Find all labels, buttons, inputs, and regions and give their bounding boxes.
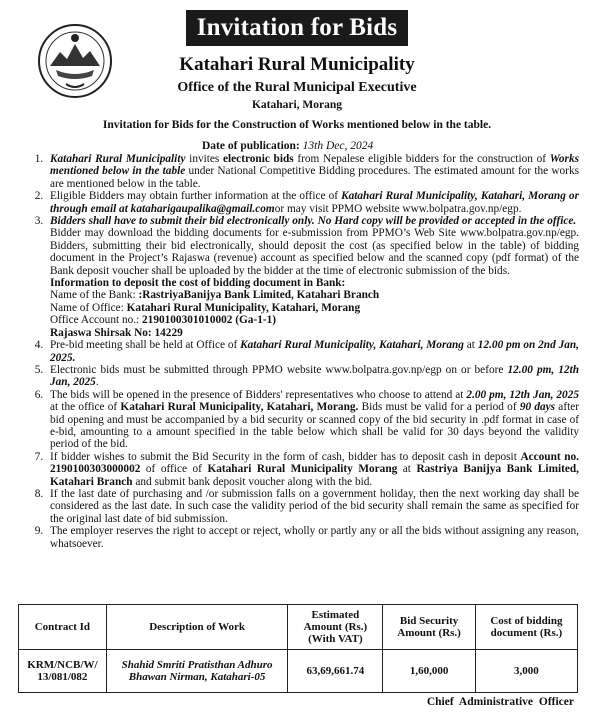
clause-text: The bids will be opened in the presence of Bidders' representatives who choose to attend at — [50, 388, 467, 401]
rajaswa-shirsak: Rajaswa Shirsak No: 14229 — [50, 326, 183, 339]
clause-text: Katahari Rural Municipality, Katahari, Morang. — [120, 401, 359, 414]
clause-text: 90 days — [519, 401, 556, 414]
signoff: Chief Administrative Officer — [426, 696, 574, 708]
clause-text: If bidder wishes to submit the Bid Security in the form of cash, bidder has to deposit cash in deposit — [50, 450, 521, 463]
bid-table — [18, 604, 578, 693]
clause-3 — [46, 215, 579, 339]
account-label: Office Account no.: — [50, 314, 143, 327]
clause-text: Bidders shall have to submit their bid electronically only. No Hard copy will be provided or accepted in the office. — [50, 215, 577, 228]
account-line — [50, 314, 579, 326]
clause-4 — [46, 339, 579, 364]
clause-text: The employer reserves the right to accept or reject, wholly or partly any or all the bids without assigning any reason, whatsoever. — [50, 525, 579, 550]
clause-text: electronic bids — [223, 153, 294, 165]
bank-info-heading: Information to deposit the cost of bidding document in Bank: — [50, 277, 346, 290]
clause-text: Works mentioned below in the table — [50, 153, 579, 178]
cell-bid-security: 1,60,000 — [383, 650, 476, 693]
clause-9 — [46, 525, 579, 550]
clause-text: 2.00 pm, 12th Jan, 2025 — [466, 388, 580, 401]
notice-body — [16, 153, 579, 550]
clause-text: Account no. 2190100303000002 — [50, 450, 580, 476]
clause-text: If the last date of purchasing and /or submission falls on a government holiday, then the next working day shall be considered as the last date. In such case the validity period of the bid security shall remain the same as specified for the original last date of bid submission. — [50, 487, 579, 525]
clause-text: Bids must be valid for a period of — [358, 401, 520, 414]
clause-text: 12.00 pm on 2nd Jan, 2025. — [50, 339, 579, 364]
publication-label: Date of publication: — [202, 140, 300, 152]
bank-info — [50, 277, 579, 339]
clause-text: Bidder may download the bidding documents for e-submission from PPMO’s Web Site www.bolpatra.gov.np/egp. Bidders, submitting their bid electronically, should deposit the cost (as specified below in the table) of bidding document in the Project’s Rajaswa (revenue) account as specified below and the scanned copy (pdf format) of the Bank deposit voucher shall be uploaded by the bidder at the time of electronic submission of the bids. — [50, 227, 579, 277]
clause-7 — [46, 451, 579, 488]
clause-text: or may visit PPMO website www.bolpatra.gov.np/egp. — [274, 202, 522, 215]
col-doc-cost: Cost of bidding document (Rs.) — [475, 605, 577, 650]
clause-text: at — [397, 463, 417, 476]
clause-text: under National Competitive Bidding procedures. The estimated amount for the works are mentioned below in the table. — [50, 165, 579, 190]
clause-text: Pre-bid meeting shall be held at Office of — [50, 339, 241, 352]
col-bid-security: Bid Security Amount (Rs.) — [383, 605, 476, 650]
cell-doc-cost: 3,000 — [475, 650, 577, 693]
clause-text: Eligible Bidders may obtain further information at the office of — [50, 190, 342, 203]
page-title: Invitation for Bids — [186, 10, 408, 46]
clause-text: Katahari Rural Municipality Morang — [207, 463, 398, 476]
publication-value: 13th Dec, 2024 — [302, 140, 374, 152]
col-description: Description of Work — [106, 605, 288, 650]
clause-5 — [46, 364, 579, 389]
location: Katahari, Morang — [251, 99, 343, 111]
clause-text: invites — [185, 153, 224, 165]
clause-list — [16, 153, 579, 550]
publication-date — [202, 140, 373, 152]
clause-8 — [46, 488, 579, 525]
bank-name-line — [50, 289, 579, 301]
clause-text: and submit bank deposit voucher along with the bid. — [132, 475, 373, 488]
clause-text: 12.00 pm, 12th Jan, 2025 — [50, 363, 579, 389]
col-estimated-amount: Estimated Amount (Rs.) (With VAT) — [288, 605, 383, 650]
clause-text: at the office of — [50, 401, 121, 414]
office-label: Name of Office: — [50, 301, 127, 314]
account-value: 2190100301010002 (Ga-1-1) — [142, 314, 277, 327]
clause-6 — [46, 389, 579, 451]
office-value: Katahari Rural Municipality, Katahari, Morang — [126, 301, 361, 314]
office-name: Office of the Rural Municipal Executive — [177, 80, 417, 95]
clause-text: Rastriya Banijya Bank Limited, Katahari Branch — [50, 463, 579, 488]
cell-description: Shahid Smriti Pratisthan Adhuro Bhawan Nirman, Katahari-05 — [106, 650, 288, 693]
bank-value: :RastriyaBanijya Bank Limited, Katahari Branch — [138, 289, 380, 302]
cell-contract-id: KRM/NCB/W/ 13/081/082 — [19, 650, 107, 693]
office-name-line — [50, 302, 579, 314]
bank-label: Name of the Bank: — [50, 289, 139, 302]
clause-2 — [46, 190, 579, 215]
municipality-name: Katahari Rural Municipality — [179, 54, 415, 75]
clause-text: from Nepalese eligible bidders for the construction of — [293, 153, 550, 165]
cell-estimated-amount: 63,69,661.74 — [288, 650, 383, 693]
clause-text: of office of — [140, 463, 208, 476]
clause-text: Electronic bids must be submitted through PPMO website www.bolpatra.gov.np/egp on or before — [50, 363, 508, 376]
table-row — [19, 650, 578, 693]
clause-text: after bid opening and must be accompanied by a bid security or scanned copy of the bid security in .pdf format in case of e-bid, amounting to a amount specified in the table below which shall be valid for 30 days beyond the validity period of the bid. — [50, 401, 579, 451]
col-contract-id: Contract Id — [19, 605, 107, 650]
clause-text: Katahari Rural Municipality, Katahari, Morang or through email at kataharigaupalika@gmail.com — [50, 190, 579, 215]
clause-text: at — [463, 339, 478, 352]
clause-text: Katahari Rural Municipality — [50, 153, 186, 165]
notice-subtitle: Invitation for Bids for the Construction of Works mentioned below in the table. — [102, 119, 492, 131]
clause-1 — [46, 153, 579, 190]
clause-text: Katahari Rural Municipality, Katahari, Morang — [240, 339, 464, 352]
clause-text: . — [95, 376, 99, 389]
table-header-row — [19, 605, 578, 650]
